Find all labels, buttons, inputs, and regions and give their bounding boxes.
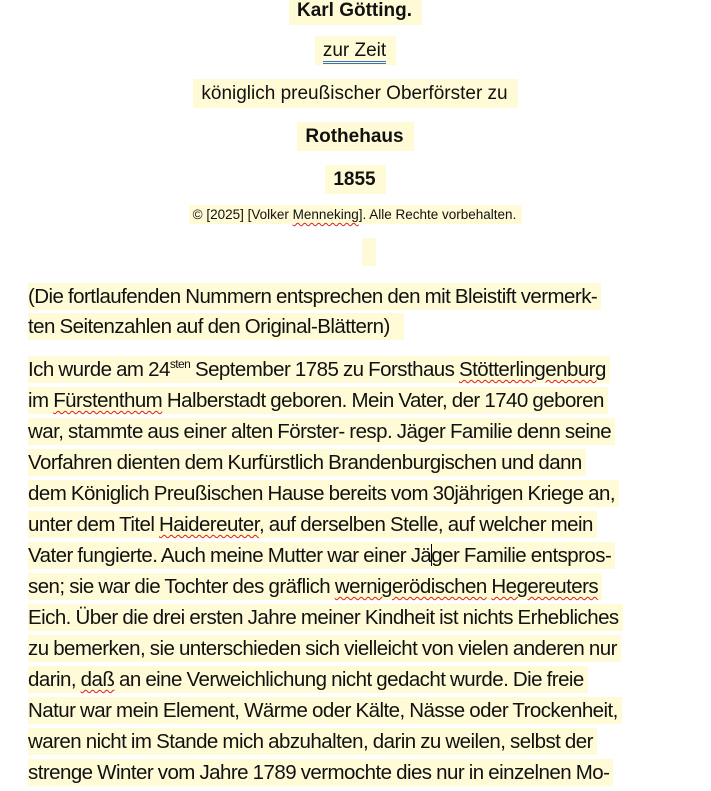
zur-zeit-wrap: [315, 36, 396, 65]
place-text: Rothehaus: [297, 122, 413, 151]
superscript-sten: sten: [169, 357, 191, 371]
body-line-1: Ich wurde am $24^{sten}$ September 1785 zu Forsthaus Stötterlingenburg: [28, 356, 610, 384]
copyright-wrap: [189, 205, 523, 224]
body-line-7: Vater fungierte. Auch meine Mutter war einer Jäger Familie entspros-: [28, 542, 615, 570]
body-line-10: zu bemerken, sie unterschieden sich vielleicht von vielen anderen nur: [28, 635, 621, 663]
position-line: [0, 83, 711, 105]
author-name: Karl Götting.: [289, 0, 422, 25]
author-line: [0, 0, 711, 22]
copyright-line: [0, 207, 711, 222]
body-line-8: sen; sie war die Tochter des gräflich wernigerödischen Hegereuters: [28, 573, 602, 601]
misspelled-word[interactable]: wernigerödischen: [334, 575, 487, 598]
note-line-2: ten Seitenzahlen auf den Original-Blättern): [28, 313, 404, 341]
body-line-4: Vorfahren dienten dem Kurfürstlich Brandenburgischen und dann: [28, 449, 586, 477]
body-line-14: strenge Winter vom Jahre 1789 vermochte dies nur in einzelnen Mo-: [28, 759, 613, 787]
misspelled-word[interactable]: Hegereuters: [491, 575, 599, 598]
place-line: [0, 126, 711, 148]
year-line: [0, 169, 711, 191]
body-line-11: darin, daß an eine Verweichlichung nicht gedacht wurde. Die freie: [28, 666, 588, 694]
misspelled-word[interactable]: Fürstenthum: [53, 389, 163, 412]
misspelled-word[interactable]: Stötterlingenburg: [459, 358, 606, 381]
body-line-12: Natur war mein Element, Wärme oder Kälte, Nässe oder Trockenheit,: [28, 697, 622, 725]
copyright-prefix: © [2025] [Volker: [192, 207, 293, 222]
note-line-1: (Die fortlaufenden Nummern entsprechen den mit Bleistift vermerk-: [28, 283, 601, 311]
zur-zeit-line: [0, 40, 711, 62]
misspelled-word[interactable]: Haidereuter: [159, 513, 259, 536]
body-line-3: war, stammte aus einer alten Förster- resp. Jäger Familie denn seine: [28, 418, 615, 446]
misspelled-word[interactable]: daß: [80, 668, 115, 691]
copyright-name-misspelled[interactable]: Menneking: [292, 207, 359, 222]
zur-zeit-text[interactable]: zur Zeit: [323, 40, 386, 64]
body-line-5: dem Königlich Preußischen Hause bereits vom 30jährigen Kriege an,: [28, 480, 619, 508]
body-line-13: waren nicht im Stande mich abzuhalten, darin zu weilen, selbst der: [28, 728, 597, 756]
copyright-suffix: ]. Alle Rechte vorbehalten.: [358, 207, 517, 222]
body-line-9: Eich. Über die drei ersten Jahre meiner Kindheit ist nichts Erhebliches: [28, 604, 623, 632]
year-text: 1855: [325, 165, 385, 194]
empty-paragraph: [362, 238, 376, 266]
body-line-2: im Fürstenthum Halberstadt geboren. Mein Vater, der 1740 geboren: [28, 387, 608, 415]
body-line-6: unter dem Titel Haidereuter, auf derselben Stelle, auf welcher mein: [28, 511, 597, 539]
position-text: königlich preußischer Oberförster zu: [193, 79, 517, 108]
